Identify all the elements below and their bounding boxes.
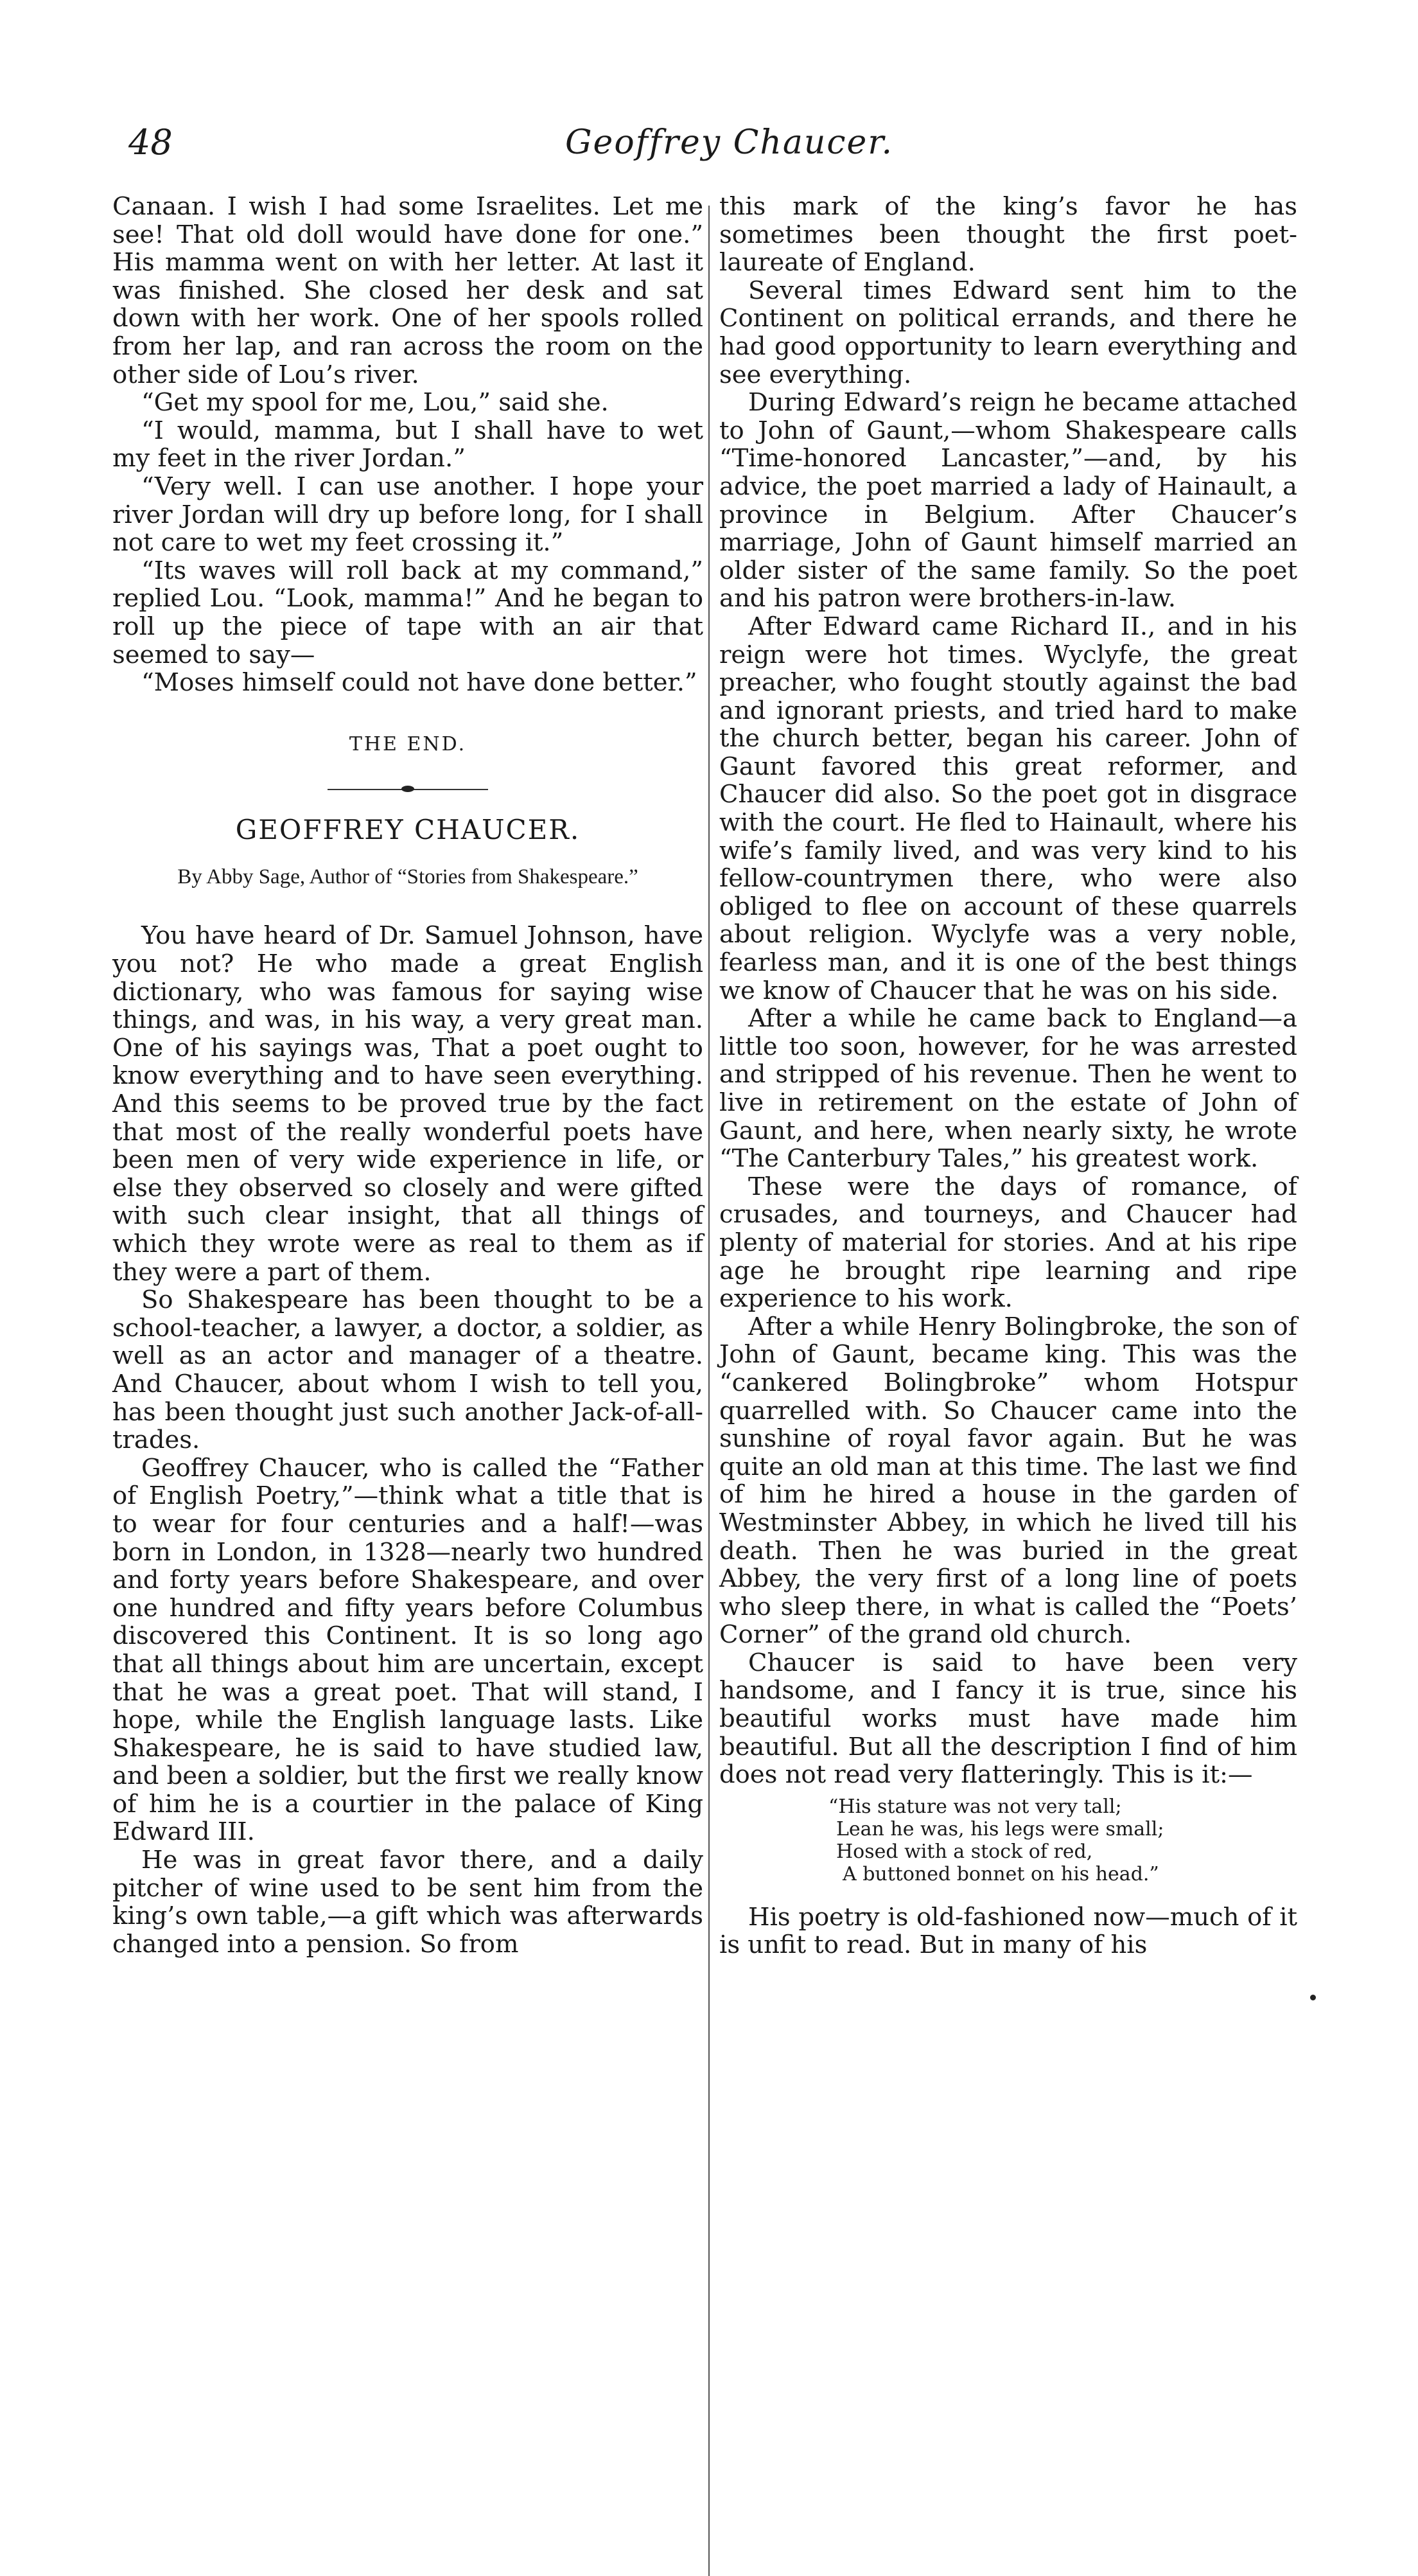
article-paragraph: this mark of the king’s favor he has sometimes been thought the first poet-laureate of England. — [719, 192, 1297, 278]
story-paragraph: “Moses himself could not have done better.” — [141, 668, 697, 698]
verse-line: “His stature was not very tall; — [828, 1795, 1122, 1818]
article-paragraph: He was in great favor there, and a daily pitcher of wine used to be sent him from the king’s own table,—a gift which was afterwards changed into a pension. So from — [112, 1846, 703, 1959]
column-rule — [708, 206, 710, 2576]
print-speck — [1310, 1995, 1316, 2000]
page-header — [116, 116, 1297, 173]
article-paragraph: His poetry is old-fashioned now—much of it is unfit to read. But in many of his — [719, 1902, 1297, 1960]
verse-quote — [828, 1795, 1297, 1885]
article-paragraph: Several times Edward sent him to the Continent on political errands, and there he had good opportunity to learn everything and see everything. — [719, 276, 1297, 389]
article-paragraph: So Shakespeare has been thought to be a school-teacher, a lawyer, a doctor, a soldier, as well as an actor and manager of a theatre. And Chaucer, about whom I wish to tell you, has been thought just such another Jack-of-all-trades. — [112, 1285, 703, 1455]
article-paragraph: After a while Henry Bolingbroke, the son of John of Gaunt, became king. This was the “cankered Bolingbroke” whom Hotspur quarrelled with. So Chaucer came into the sunshine of royal favor again. But he was quite an old man at this time. The last we find of him he hired a house in the garden of Westminster Abbey, in which he lived till his death. Then he was buried in the great Abbey, the very first of a long line of poets who sleep there, in what is called the “Poets’ Corner” of the grand old church. — [719, 1312, 1297, 1650]
divider-ornament-icon — [401, 786, 414, 792]
running-title: Geoffrey Chaucer. — [565, 123, 893, 162]
left-column — [112, 193, 703, 1958]
right-column — [719, 193, 1297, 1959]
article-paragraph: You have heard of Dr. Samuel Johnson, have you not? He who made a great English dictionary, who was famous for saying wise things, and was, in his way, a very great man. One of his sayings was, That a poet ought to know everything and to have seen everything. And this seems to be proved true by the fact that most of the really wonderful poets have been men of very wide experience in life, or else they observed so closely and were gifted with such clear insight, that all things of which they wrote were as real to them as if they were a part of them. — [112, 921, 703, 1287]
end-mark: THE END. — [349, 732, 467, 755]
verse-line: A buttoned bonnet on his head.” — [843, 1862, 1159, 1885]
article-paragraph: These were the days of romance, of crusades, and tourneys, and Chaucer had plenty of material for stories. And at his ripe age he brought ripe learning and ripe experience to his work. — [719, 1172, 1297, 1314]
article-paragraph: During Edward’s reign he became attached to John of Gaunt,—whom Shakespeare calls “Time-honored Lancaster,”—and, by his advice, the poet married a lady of Hainault, a province in Belgium. After Chaucer’s marriage, John of Gaunt himself married an older sister of the same family. So the poet and his patron were brothers-in-law. — [719, 388, 1297, 613]
article-paragraph: Geoffrey Chaucer, who is called the “Father of English Poetry,”—think what a title that is to wear for four centuries and a half!—was born in London, in 1328—nearly two hundred and forty years before Shakespeare, and over one hundred and fifty years before Columbus discovered this Continent. It is so long ago that all things about him are uncertain, except that he was a great poet. That will stand, I hope, while the English language lasts. Like Shakespeare, he is said to have studied law, and been a soldier, but the first we really know of him he is a courtier in the palace of King Edward III. — [112, 1453, 703, 1847]
article-byline: By Abby Sage, Author of “Stories from Shakespeare.” — [177, 865, 638, 888]
story-paragraph: Canaan. I wish I had some Israelites. Let me see! That old doll would have done for one.” His mamma went on with her letter. At last it was finished. She closed her desk and sat down with her work. One of her spools rolled from her lap, and ran across the room on the other side of Lou’s river. — [112, 192, 703, 389]
verse-line: Hosed with a stock of red, — [836, 1840, 1093, 1863]
story-paragraph: “Its waves will roll back at my command,” replied Lou. “Look, mamma!” And he began to roll up the piece of tape with an air that seemed to say— — [112, 556, 703, 669]
story-paragraph: “Get my spool for me, Lou,” said she. — [141, 388, 609, 418]
article-paragraph: Chaucer is said to have been very handsome, and I fancy it is true, since his beautiful works must have made him beautiful. But all the description I find of him does not read very flatteringly. This is it:— — [719, 1648, 1297, 1790]
article-paragraph: After Edward came Richard II., and in his reign were hot times. Wyclyfe, the great preacher, who fought stoutly against the bad and ignorant priests, and tried hard to make the church better, began his career. John of Gaunt favored this great reformer, and Chaucer did also. So the poet got in disgrace with the court. He fled to Hainault, where his wife’s family lived, and was very kind to his fellow-countrymen there, who were also obliged to flee on account of these quarrels about religion. Wyclyfe was a very noble, fearless man, and it is one of the best things we know of Chaucer that he was on his side. — [719, 612, 1297, 1005]
story-paragraph: “I would, mamma, but I shall have to wet my feet in the river Jordan.” — [112, 416, 703, 473]
article-paragraph: After a while he came back to England—a little too soon, however, for he was arrested and stripped of his revenue. Then he went to live in retirement on the estate of John of Gaunt, and here, when nearly sixty, he wrote “The Canterbury Tales,” his greatest work. — [719, 1004, 1297, 1174]
story-paragraph: “Very well. I can use another. I hope your river Jordan will dry up before long, for I shall not care to wet my feet crossing it.” — [112, 472, 703, 558]
section-divider — [328, 789, 488, 790]
article-title: GEOFFREY CHAUCER. — [235, 814, 581, 846]
verse-line: Lean he was, his legs were small; — [836, 1817, 1164, 1840]
page-number: 48 — [128, 122, 173, 163]
